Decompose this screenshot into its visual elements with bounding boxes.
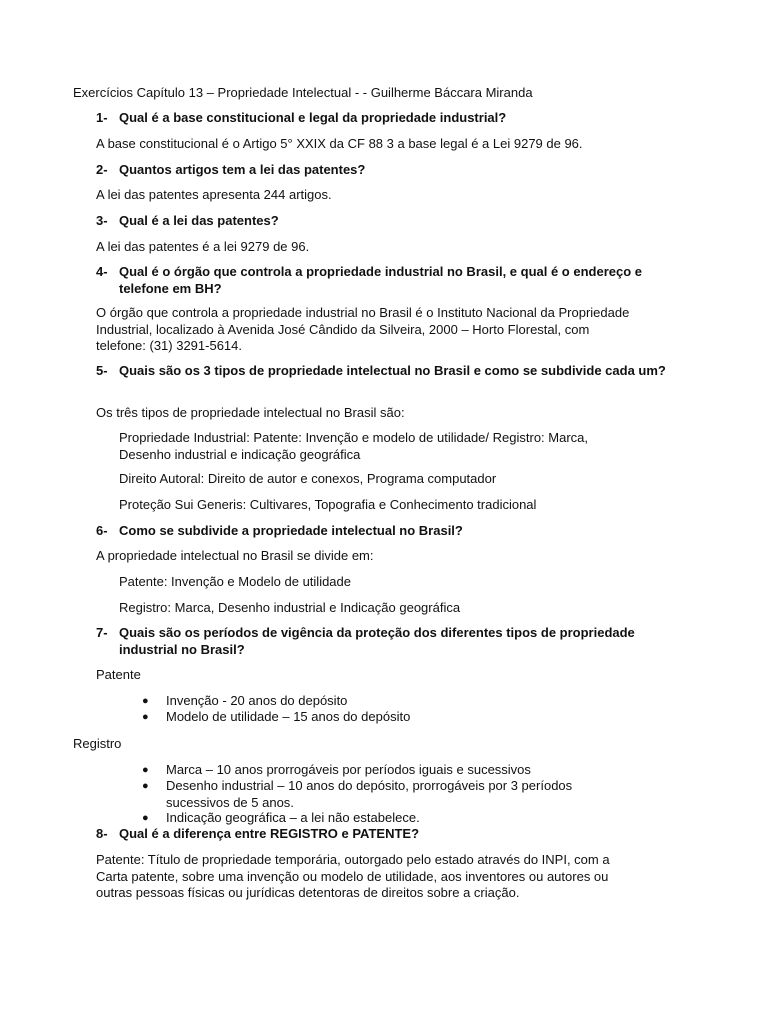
question-number: 3- (96, 213, 108, 228)
question-text: Como se subdivide a propriedade intelectual no Brasil? (119, 523, 463, 538)
question-number: 8- (96, 826, 108, 841)
bullet-text: Marca – 10 anos prorrogáveis por períodos iguais e sucessivos (166, 762, 531, 777)
answer-1: A base constitucional é o Artigo 5° XXIX da CF 88 3 a base legal é a Lei 9279 de 96. (96, 136, 583, 151)
question-6 (96, 523, 666, 540)
question-7 (96, 625, 666, 658)
bullet-icon: ● (142, 764, 149, 776)
question-1 (96, 110, 666, 127)
answer-8: Patente: Título de propriedade temporária, outorgado pelo estado através do INPI, com a Carta patente, sobre uma invenção ou modelo de utilidade, aos inventores ou autores ou outras pessoas físicas ou jurídicas detentoras de direitos sobre a criação. (96, 852, 610, 900)
answer-5-item: Propriedade Industrial: Patente: Invenção e modelo de utilidade/ Registro: Marca, Desenho industrial e indicação geográfica (119, 430, 588, 462)
answer-3: A lei das patentes é a lei 9279 de 96. (96, 239, 310, 254)
bullet-text: Modelo de utilidade – 15 anos do depósito (166, 709, 411, 724)
question-text: Quais são os períodos de vigência da proteção dos diferentes tipos de propriedade industrial no Brasil? (119, 625, 635, 657)
answer-4: O órgão que controla a propriedade industrial no Brasil é o Instituto Nacional da Propriedade Industrial, localizado à Avenida José Cândido da Silveira, 2000 – Horto Florestal, com telefone: (31) 3291-5614. (96, 305, 630, 353)
bullet-item (142, 810, 602, 827)
question-text: Qual é a base constitucional e legal da propriedade industrial? (119, 110, 507, 125)
question-3 (96, 213, 666, 230)
registro-label: Registro (73, 736, 122, 751)
question-text: Quantos artigos tem a lei das patentes? (119, 162, 366, 177)
bullet-text: Invenção - 20 anos do depósito (166, 693, 348, 708)
question-8 (96, 826, 666, 843)
bullet-text: Indicação geográfica – a lei não estabelece. (166, 810, 420, 825)
patente-label: Patente (96, 667, 141, 682)
question-number: 5- (96, 363, 108, 378)
document-title: Exercícios Capítulo 13 – Propriedade Intelectual - - Guilherme Báccara Miranda (73, 85, 533, 100)
answer-6-item: Registro: Marca, Desenho industrial e Indicação geográfica (119, 600, 461, 615)
bullet-item (142, 709, 602, 726)
bullet-item (142, 778, 602, 811)
answer-5-item: Proteção Sui Generis: Cultivares, Topografia e Conhecimento tradicional (119, 497, 537, 512)
bullet-icon: ● (142, 711, 149, 723)
answer-5-item: Direito Autoral: Direito de autor e conexos, Programa computador (119, 471, 497, 486)
bullet-icon: ● (142, 695, 149, 707)
question-5 (96, 363, 666, 380)
bullet-text: Desenho industrial – 10 anos do depósito, prorrogáveis por 3 períodos sucessivos de 5 anos. (166, 778, 573, 810)
question-number: 6- (96, 523, 108, 538)
question-4 (96, 264, 666, 297)
answer-6-intro: A propriedade intelectual no Brasil se divide em: (96, 548, 374, 563)
answer-5-intro: Os três tipos de propriedade intelectual no Brasil são: (96, 405, 405, 420)
question-text: Quais são os 3 tipos de propriedade intelectual no Brasil e como se subdivide cada um? (119, 363, 666, 378)
question-text: Qual é o órgão que controla a propriedade industrial no Brasil, e qual é o endereço e telefone em BH? (119, 264, 643, 296)
question-2 (96, 162, 666, 179)
bullet-icon: ● (142, 780, 149, 792)
question-number: 2- (96, 162, 108, 177)
bullet-icon: ● (142, 812, 149, 824)
question-text: Qual é a diferença entre REGISTRO e PATENTE? (119, 826, 420, 841)
bullet-item (142, 693, 602, 710)
question-text: Qual é a lei das patentes? (119, 213, 279, 228)
bullet-item (142, 762, 602, 779)
question-number: 4- (96, 264, 108, 279)
answer-6-item: Patente: Invenção e Modelo de utilidade (119, 574, 352, 589)
question-number: 7- (96, 625, 108, 640)
question-number: 1- (96, 110, 108, 125)
answer-2: A lei das patentes apresenta 244 artigos. (96, 187, 332, 202)
